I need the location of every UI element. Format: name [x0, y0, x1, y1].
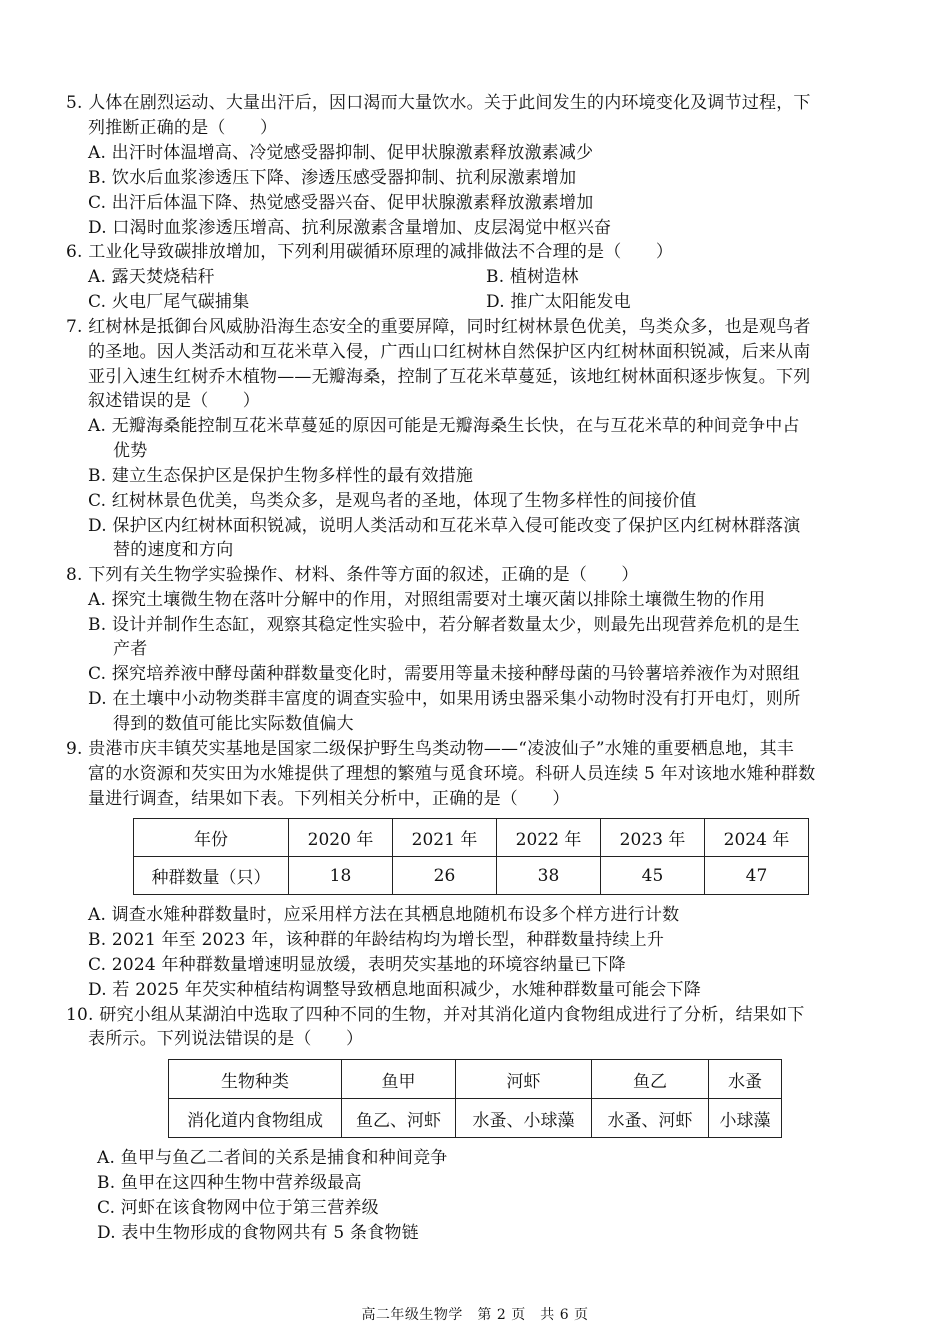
q8-option-d-line-1: D. 在土壤中小动物类群丰富度的调查实验中，如果用诱虫器采集小动物时没有打开电灯，则所	[88, 689, 801, 709]
q10-food-header: 消化道内食物组成	[169, 1099, 342, 1138]
q10-option-a: A. 鱼甲与鱼乙二者间的关系是捕食和种间竞争	[97, 1148, 448, 1168]
q5-stem-line-1: 5. 人体在剧烈运动、大量出汗后，因口渴而大量饮水。关于此间发生的内环境变化及调节过程，下	[66, 93, 811, 113]
q9-option-a: A. 调查水雉种群数量时，应采用样方法在其栖息地随机布设多个样方进行计数	[88, 905, 680, 925]
q7-option-a-line-1: A. 无瓣海桑能控制互花米草蔓延的原因可能是无瓣海桑生长快，在与互花米草的种间竞争中占	[88, 416, 800, 436]
q9-option-b: B. 2021 年至 2023 年，该种群的年龄结构均为增长型，种群数量持续上升	[88, 930, 665, 950]
q7-stem-line-2: 的圣地。因人类活动和互花米草入侵，广西山口红树林自然保护区内红树林面积锐减，后来从南	[88, 342, 811, 362]
q9-option-c: C. 2024 年种群数量增速明显放缓，表明芡实基地的环境容纳量已下降	[88, 955, 626, 975]
q9-count-cell: 18	[289, 857, 393, 895]
q7-option-d-line-2: 替的速度和方向	[113, 540, 234, 560]
q7-option-d-line-1: D. 保护区内红树林面积锐减，说明人类活动和互花米草入侵可能改变了保护区内红树林群落演	[88, 516, 801, 536]
q6-option-d: D. 推广太阳能发电	[486, 292, 631, 312]
q9-option-d: D. 若 2025 年芡实种植结构调整导致栖息地面积减少，水雉种群数量可能会下降	[88, 980, 701, 1000]
q10-option-b: B. 鱼甲在这四种生物中营养级最高	[97, 1173, 362, 1193]
q9-count-cell: 47	[705, 857, 809, 895]
q10-organism-row	[169, 1060, 782, 1099]
q10-option-d: D. 表中生物形成的食物网共有 5 条食物链	[97, 1223, 419, 1243]
q8-option-b-line-2: 产者	[113, 639, 148, 659]
q7-stem-line-4: 叙述错误的是（ ）	[88, 391, 260, 411]
q8-option-d-line-2: 得到的数值可能比实际数值偏大	[113, 714, 354, 734]
q6-option-b: B. 植树造林	[486, 267, 579, 287]
q7-option-a-line-2: 优势	[113, 441, 148, 461]
q8-option-a: A. 探究土壤微生物在落叶分解中的作用，对照组需要对土壤灭菌以排除土壤微生物的作用	[88, 590, 766, 610]
q9-year-row	[134, 819, 809, 857]
q7-stem-line-3: 亚引入速生红树乔木植物——无瓣海桑，控制了互花米草蔓延，该地红树林面积逐步恢复。下列	[88, 367, 811, 387]
q10-organism-cell: 鱼甲	[342, 1060, 456, 1099]
q9-stem-line-1: 9. 贵港市庆丰镇芡实基地是国家二级保护野生鸟类动物——“凌波仙子”水雉的重要栖息地，其丰	[66, 739, 795, 759]
q10-stem-line-1: 10. 研究小组从某湖泊中选取了四种不同的生物，并对其消化道内食物组成进行了分析，结果如下	[66, 1005, 805, 1025]
q10-organism-header: 生物种类	[169, 1060, 342, 1099]
q5-option-d: D. 口渴时血浆渗透压增高、抗利尿激素含量增加、皮层渴觉中枢兴奋	[88, 218, 612, 238]
q9-count-row	[134, 857, 809, 895]
q9-count-cell: 26	[393, 857, 497, 895]
q6-stem: 6. 工业化导致碳排放增加，下列利用碳循环原理的减排做法不合理的是（ ）	[66, 242, 674, 262]
q5-option-b: B. 饮水后血浆渗透压下降、渗透压感受器抑制、抗利尿激素增加	[88, 168, 577, 188]
q8-option-b-line-1: B. 设计并制作生态缸，观察其稳定性实验中，若分解者数量太少，则最先出现营养危机的是生	[88, 615, 800, 635]
q8-stem: 8. 下列有关生物学实验操作、材料、条件等方面的叙述，正确的是（ ）	[66, 565, 639, 585]
q9-stem-line-2: 富的水资源和芡实田为水雉提供了理想的繁殖与觅食环境。科研人员连续 5 年对该地水雉种群数	[88, 764, 816, 784]
q9-count-header: 种群数量（只）	[134, 857, 289, 895]
q9-count-cell: 45	[601, 857, 705, 895]
q10-diet-table	[168, 1059, 782, 1138]
q10-food-cell: 水蚤、河虾	[592, 1099, 709, 1138]
q10-organism-cell: 水蚤	[709, 1060, 782, 1099]
q7-option-b: B. 建立生态保护区是保护生物多样性的最有效措施	[88, 466, 474, 486]
q9-stem-line-3: 量进行调查，结果如下表。下列相关分析中，正确的是（ ）	[88, 789, 570, 809]
q9-count-cell: 38	[497, 857, 601, 895]
q10-organism-cell: 鱼乙	[592, 1060, 709, 1099]
q6-option-c: C. 火电厂尾气碳捕集	[88, 292, 250, 312]
q6-option-a: A. 露天焚烧秸秆	[88, 267, 215, 287]
q7-stem-line-1: 7. 红树林是抵御台风威胁沿海生态安全的重要屏障，同时红树林景色优美，鸟类众多，也是观鸟者	[66, 317, 811, 337]
q10-organism-cell: 河虾	[456, 1060, 592, 1099]
q9-year-cell: 2020 年	[289, 819, 393, 857]
q5-stem-line-2: 列推断正确的是（ ）	[88, 118, 278, 138]
q10-food-row	[169, 1099, 782, 1138]
q9-population-table	[133, 818, 809, 895]
q9-year-cell: 2022 年	[497, 819, 601, 857]
q9-year-cell: 2021 年	[393, 819, 497, 857]
q10-food-cell: 鱼乙、河虾	[342, 1099, 456, 1138]
q5-option-c: C. 出汗后体温下降、热觉感受器兴奋、促甲状腺激素释放激素增加	[88, 193, 594, 213]
q9-year-cell: 2023 年	[601, 819, 705, 857]
q9-year-cell: 2024 年	[705, 819, 809, 857]
q5-option-a: A. 出汗时体温增高、冷觉感受器抑制、促甲状腺激素释放激素减少	[88, 143, 594, 163]
q10-food-cell: 水蚤、小球藻	[456, 1099, 592, 1138]
q7-option-c: C. 红树林景色优美，鸟类众多，是观鸟者的圣地，体现了生物多样性的间接价值	[88, 491, 697, 511]
q10-option-c: C. 河虾在该食物网中位于第三营养级	[97, 1198, 379, 1218]
q10-food-cell: 小球藻	[709, 1099, 782, 1138]
q10-stem-line-2: 表所示。下列说法错误的是（ ）	[88, 1029, 364, 1049]
page-footer: 高二年级生物学 第 2 页 共 6 页	[361, 1307, 589, 1323]
q9-year-header: 年份	[134, 819, 289, 857]
q8-option-c: C. 探究培养液中酵母菌种群数量变化时，需要用等量未接种酵母菌的马铃薯培养液作为对照组	[88, 664, 800, 684]
